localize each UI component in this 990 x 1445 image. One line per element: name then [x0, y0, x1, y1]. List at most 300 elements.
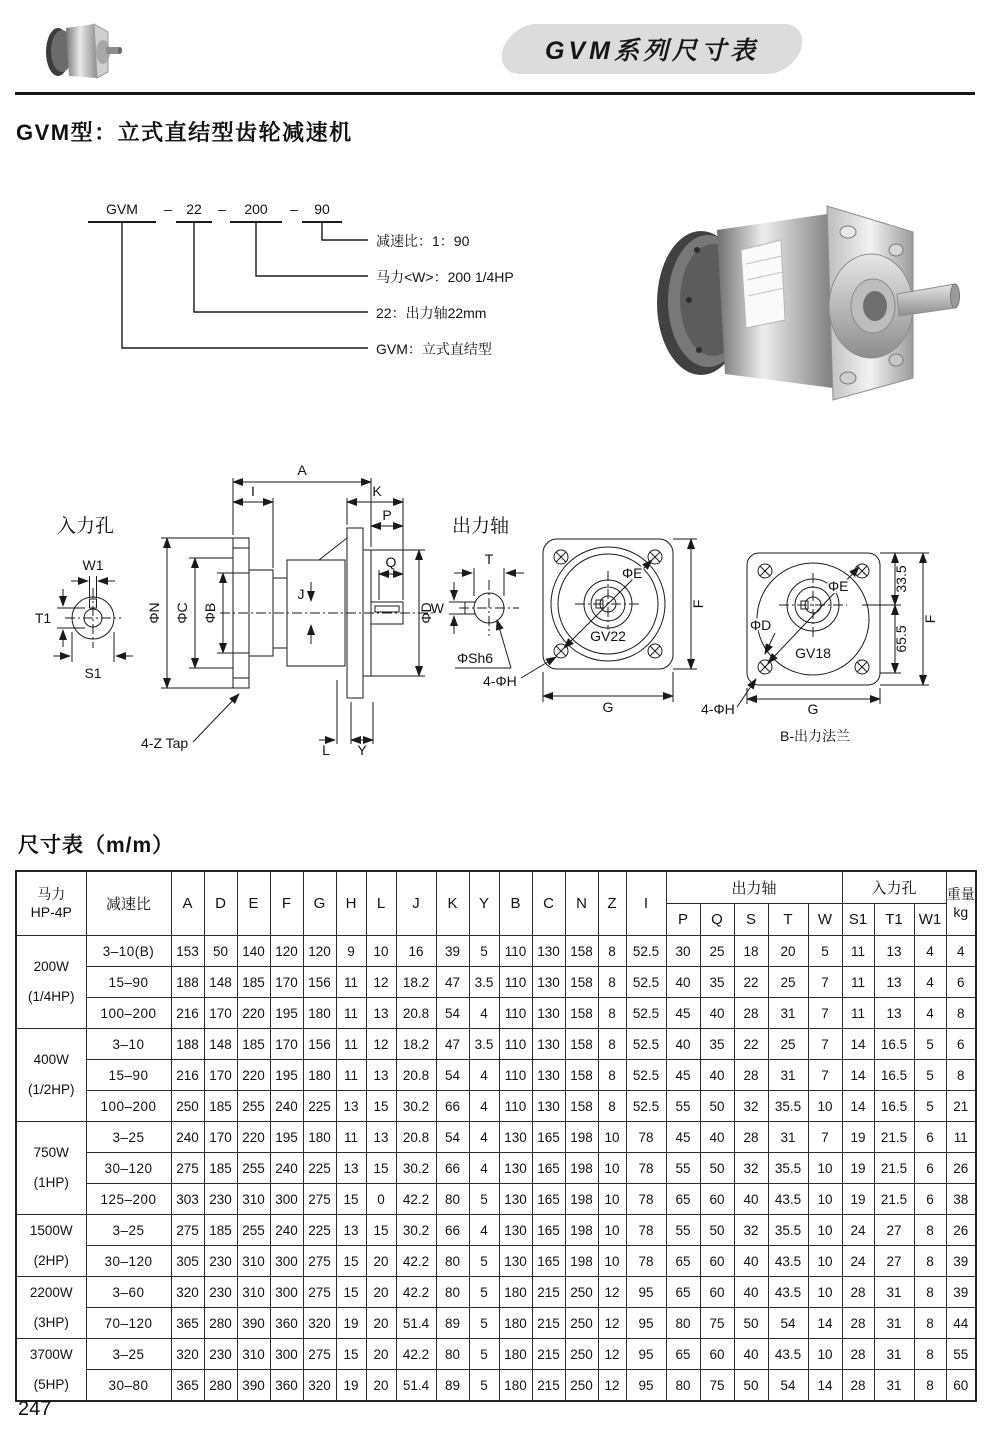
dim-value-cell: 10: [598, 1122, 626, 1153]
table-row: [16, 998, 976, 1029]
ratio-cell: 3–25: [86, 1215, 171, 1246]
dim-value-cell: 130: [532, 1029, 565, 1060]
dim-value-cell: 165: [532, 1122, 565, 1153]
dim-value-cell: 255: [237, 1153, 270, 1184]
model-code-part: GVM: [106, 201, 138, 217]
table-row: [16, 1153, 976, 1184]
dim-value-cell: 43.5: [768, 1277, 808, 1308]
model-code-separator: –: [164, 201, 172, 217]
dim-value-cell: 170: [270, 967, 303, 998]
dim-value-cell: 4: [469, 1091, 499, 1122]
dim-value-cell: 360: [270, 1370, 303, 1402]
model-annotation: GVM：立式直结型: [376, 341, 492, 357]
model-code-separator: –: [218, 201, 226, 217]
ratio-cell: 30–120: [86, 1153, 171, 1184]
dim-value-cell: 180: [499, 1370, 532, 1402]
dim-value-cell: 45: [666, 1122, 700, 1153]
dim-value-cell: 35.5: [768, 1091, 808, 1122]
dim-value-cell: 4: [914, 967, 946, 998]
dim-label-w1: W1: [82, 557, 104, 573]
dim-value-cell: 20: [768, 936, 808, 967]
table-row: [16, 1215, 976, 1246]
dim-value-cell: 130: [499, 1153, 532, 1184]
dim-value-cell: 10: [808, 1215, 842, 1246]
dim-value-cell: 215: [532, 1370, 565, 1402]
dim-value-cell: 198: [565, 1184, 598, 1215]
dim-value-cell: 21.5: [874, 1184, 914, 1215]
ratio-cell: 30–80: [86, 1370, 171, 1402]
dim-value-cell: 216: [171, 1060, 204, 1091]
dim-header: E: [237, 871, 270, 936]
dim-value-cell: 52.5: [626, 1091, 666, 1122]
page-number: 247: [18, 1398, 52, 1420]
dim-value-cell: 188: [171, 1029, 204, 1060]
dim-value-cell: 19: [842, 1153, 874, 1184]
dim-value-cell: 35: [700, 1029, 734, 1060]
dim-value-cell: 19: [336, 1370, 366, 1402]
gv18-label: GV18: [795, 645, 831, 661]
dim-value-cell: 20: [366, 1308, 396, 1339]
dim-value-cell: 20: [366, 1277, 396, 1308]
dim-value-cell: 230: [204, 1277, 237, 1308]
dim-value-cell: 310: [237, 1339, 270, 1370]
dim-label-phi-b: ΦB: [202, 602, 218, 624]
dim-value-cell: 8: [598, 998, 626, 1029]
dim-value-cell: 4: [946, 936, 976, 967]
dim-value-cell: 80: [436, 1277, 469, 1308]
ratio-cell: 15–90: [86, 967, 171, 998]
dim-value-cell: 18: [734, 936, 768, 967]
dim-value-cell: 300: [270, 1246, 303, 1277]
dim-value-cell: 215: [532, 1339, 565, 1370]
dim-value-cell: 158: [565, 1029, 598, 1060]
dim-value-cell: 32: [734, 1215, 768, 1246]
dim-value-cell: 225: [303, 1153, 336, 1184]
dim-value-cell: 66: [436, 1091, 469, 1122]
dim-value-cell: 195: [270, 998, 303, 1029]
dim-value-cell: 180: [499, 1339, 532, 1370]
dim-value-cell: 12: [366, 967, 396, 998]
dim-value-cell: 38: [946, 1184, 976, 1215]
dim-value-cell: 42.2: [396, 1184, 436, 1215]
input-sub-header: W1: [914, 904, 946, 936]
dim-value-cell: 10: [598, 1246, 626, 1277]
dim-value-cell: 54: [436, 998, 469, 1029]
dim-value-cell: 43.5: [768, 1246, 808, 1277]
dim-value-cell: 15: [336, 1277, 366, 1308]
dim-value-cell: 19: [842, 1122, 874, 1153]
dim-value-cell: 54: [436, 1060, 469, 1091]
dim-value-cell: 42.2: [396, 1246, 436, 1277]
dim-value-cell: 255: [237, 1091, 270, 1122]
dim-value-cell: 365: [171, 1308, 204, 1339]
dim-header: N: [565, 871, 598, 936]
dim-value-cell: 4: [914, 998, 946, 1029]
dim-header: B: [499, 871, 532, 936]
dim-value-cell: 13: [336, 1153, 366, 1184]
model-annotation: 减速比：1：90: [376, 233, 470, 249]
dim-value-cell: 60: [700, 1184, 734, 1215]
dim-value-cell: 8: [598, 967, 626, 998]
dim-value-cell: 8: [914, 1277, 946, 1308]
dim-value-cell: 130: [532, 936, 565, 967]
dim-value-cell: 220: [237, 1122, 270, 1153]
dim-value-cell: 5: [469, 1277, 499, 1308]
dim-value-cell: 42.2: [396, 1277, 436, 1308]
dim-value-cell: 43.5: [768, 1339, 808, 1370]
dim-value-cell: 35.5: [768, 1215, 808, 1246]
dim-value-cell: 78: [626, 1246, 666, 1277]
dim-value-cell: 4: [469, 998, 499, 1029]
dim-value-cell: 45: [666, 1060, 700, 1091]
dim-value-cell: 35.5: [768, 1153, 808, 1184]
dim-value-cell: 25: [768, 967, 808, 998]
power-cell: 400W (1/2HP): [16, 1029, 86, 1122]
dim-label-phi-n: ΦN: [146, 602, 162, 624]
dim-header: J: [396, 871, 436, 936]
dim-value-cell: 120: [270, 936, 303, 967]
dim-value-cell: 3.5: [469, 967, 499, 998]
series-title-text: GVM系列尺寸表: [545, 37, 759, 65]
dim-value-cell: 50: [734, 1370, 768, 1402]
dim-value-cell: 5: [914, 1060, 946, 1091]
dim-value-cell: 14: [842, 1029, 874, 1060]
dim-value-cell: 9: [336, 936, 366, 967]
dim-header: G: [303, 871, 336, 936]
dim-value-cell: 170: [270, 1029, 303, 1060]
dim-value-cell: 11: [336, 1029, 366, 1060]
dim-value-cell: 55: [666, 1091, 700, 1122]
ratio-cell: 3–60: [86, 1277, 171, 1308]
output-shaft-detail: [431, 515, 524, 668]
dim-value-cell: 10: [808, 1153, 842, 1184]
dim-value-cell: 305: [171, 1246, 204, 1277]
dim-label-phi-d: ΦD: [750, 617, 772, 633]
dim-value-cell: 8: [914, 1339, 946, 1370]
dim-value-cell: 280: [204, 1370, 237, 1402]
dim-value-cell: 320: [303, 1308, 336, 1339]
dim-value-cell: 27: [874, 1215, 914, 1246]
output-shaft-label: 出力轴: [452, 516, 510, 537]
dim-value-cell: 365: [171, 1370, 204, 1402]
output-sub-header: Q: [700, 904, 734, 936]
dim-value-cell: 40: [734, 1339, 768, 1370]
dim-value-cell: 110: [499, 936, 532, 967]
dim-value-cell: 52.5: [626, 1060, 666, 1091]
dim-value-cell: 8: [914, 1308, 946, 1339]
dim-value-cell: 225: [303, 1215, 336, 1246]
dim-value-cell: 11: [336, 967, 366, 998]
dim-value-cell: 156: [303, 967, 336, 998]
dim-value-cell: 13: [874, 998, 914, 1029]
dim-label-g: G: [602, 699, 614, 715]
table-row: [16, 936, 976, 967]
dim-value-cell: 75: [700, 1308, 734, 1339]
dim-value-cell: 39: [946, 1277, 976, 1308]
dim-value-cell: 12: [598, 1370, 626, 1402]
model-code-diagram: [80, 188, 680, 366]
dim-value-cell: 303: [171, 1184, 204, 1215]
dim-value-cell: 78: [626, 1215, 666, 1246]
dim-value-cell: 14: [808, 1370, 842, 1402]
ratio-header: 减速比: [86, 871, 171, 936]
dim-value-cell: 185: [237, 1029, 270, 1060]
dim-value-cell: 275: [303, 1246, 336, 1277]
gv18-flange-drawing: [701, 553, 938, 744]
technical-drawing: [15, 450, 975, 800]
dim-value-cell: 89: [436, 1308, 469, 1339]
dim-value-cell: 275: [303, 1277, 336, 1308]
power-cell: 3700W (5HP): [16, 1339, 86, 1402]
dim-value-cell: 5: [469, 936, 499, 967]
dim-value-cell: 255: [237, 1215, 270, 1246]
dim-value-cell: 250: [171, 1091, 204, 1122]
dim-value-cell: 50: [700, 1215, 734, 1246]
tap-note: 4-Z Tap: [141, 735, 189, 751]
dim-value-cell: 185: [204, 1091, 237, 1122]
dim-value-cell: 14: [808, 1308, 842, 1339]
dim-value-cell: 28: [734, 1122, 768, 1153]
dim-value-cell: 15: [366, 1153, 396, 1184]
dim-value-cell: 39: [436, 936, 469, 967]
ratio-cell: 3–25: [86, 1122, 171, 1153]
dim-value-cell: 26: [946, 1215, 976, 1246]
dim-value-cell: 320: [171, 1277, 204, 1308]
side-view-drawing: [141, 462, 435, 758]
dim-header: H: [336, 871, 366, 936]
dim-label-j: J: [297, 586, 305, 602]
dim-value-cell: 19: [842, 1184, 874, 1215]
dim-value-cell: 52.5: [626, 998, 666, 1029]
dim-value-cell: 21.5: [874, 1122, 914, 1153]
table-row: [16, 1308, 976, 1339]
weight-header: 重量 kg: [946, 871, 976, 936]
dim-header: D: [204, 871, 237, 936]
dim-value-cell: 110: [499, 1091, 532, 1122]
dim-value-cell: 10: [598, 1153, 626, 1184]
dim-value-cell: 4: [914, 936, 946, 967]
dim-value-cell: 156: [303, 1029, 336, 1060]
dim-value-cell: 21: [946, 1091, 976, 1122]
dim-value-cell: 180: [499, 1277, 532, 1308]
dim-value-cell: 5: [469, 1339, 499, 1370]
dim-value-cell: 390: [237, 1308, 270, 1339]
dim-value-cell: 45: [666, 998, 700, 1029]
dim-value-cell: 158: [565, 1060, 598, 1091]
dim-value-cell: 30.2: [396, 1091, 436, 1122]
dim-value-cell: 30.2: [396, 1215, 436, 1246]
dim-value-cell: 28: [734, 1060, 768, 1091]
ratio-cell: 100–200: [86, 1091, 171, 1122]
dim-value-cell: 10: [598, 1184, 626, 1215]
dim-value-cell: 158: [565, 936, 598, 967]
dim-value-cell: 300: [270, 1339, 303, 1370]
dim-value-cell: 7: [808, 1029, 842, 1060]
dim-label-phi-e: ΦE: [828, 578, 849, 594]
dim-value-cell: 51.4: [396, 1370, 436, 1402]
dim-value-cell: 240: [270, 1091, 303, 1122]
dim-value-cell: 8: [598, 1091, 626, 1122]
dim-value-cell: 55: [666, 1153, 700, 1184]
output-sub-header: T: [768, 904, 808, 936]
dim-value-cell: 80: [436, 1339, 469, 1370]
dim-value-cell: 22: [734, 967, 768, 998]
dim-value-cell: 5: [469, 1246, 499, 1277]
dim-value-cell: 230: [204, 1246, 237, 1277]
dim-value-cell: 20.8: [396, 1122, 436, 1153]
dim-value-cell: 310: [237, 1277, 270, 1308]
dim-value-cell: 66: [436, 1153, 469, 1184]
table-row: [16, 1184, 976, 1215]
dim-value-cell: 44: [946, 1308, 976, 1339]
dim-value-cell: 180: [499, 1308, 532, 1339]
dim-value-cell: 185: [204, 1215, 237, 1246]
dim-value-cell: 275: [171, 1215, 204, 1246]
dim-value-cell: 110: [499, 1060, 532, 1091]
dim-value-cell: 16.5: [874, 1091, 914, 1122]
dim-value-cell: 31: [768, 1060, 808, 1091]
header-divider: [15, 92, 975, 95]
dim-value-cell: 180: [303, 1122, 336, 1153]
power-cell: 2200W (3HP): [16, 1277, 86, 1339]
dim-value-cell: 15: [336, 1339, 366, 1370]
dim-value-cell: 188: [171, 967, 204, 998]
dim-value-cell: 198: [565, 1246, 598, 1277]
dim-value-cell: 310: [237, 1184, 270, 1215]
dim-value-cell: 198: [565, 1153, 598, 1184]
dim-value-cell: 0: [366, 1184, 396, 1215]
dim-value-cell: 31: [874, 1277, 914, 1308]
dim-value-cell: 240: [270, 1215, 303, 1246]
dim-label-t: T: [484, 551, 494, 567]
table-row: [16, 1246, 976, 1277]
dim-value-cell: 140: [237, 936, 270, 967]
dim-value-cell: 47: [436, 967, 469, 998]
dim-value-cell: 110: [499, 998, 532, 1029]
dim-value-cell: 16: [396, 936, 436, 967]
dim-value-cell: 19: [336, 1308, 366, 1339]
dim-value-cell: 32: [734, 1091, 768, 1122]
dim-value-cell: 240: [171, 1122, 204, 1153]
table-row: [16, 1122, 976, 1153]
dim-value-cell: 20: [366, 1246, 396, 1277]
dim-value-cell: 55: [666, 1215, 700, 1246]
dim-value-cell: 4: [469, 1153, 499, 1184]
dim-header: C: [532, 871, 565, 936]
dim-value-cell: 215: [532, 1308, 565, 1339]
dim-value-cell: 40: [700, 1060, 734, 1091]
dim-value-cell: 39: [946, 1246, 976, 1277]
dim-value-cell: 14: [842, 1091, 874, 1122]
dim-value-cell: 28: [734, 998, 768, 1029]
dim-value-cell: 80: [436, 1184, 469, 1215]
dim-value-cell: 52.5: [626, 967, 666, 998]
dim-value-cell: 130: [532, 1060, 565, 1091]
dim-value-cell: 7: [808, 1060, 842, 1091]
dim-value-cell: 5: [469, 1308, 499, 1339]
dim-value-cell: 8: [914, 1215, 946, 1246]
dim-value-cell: 230: [204, 1184, 237, 1215]
dim-value-cell: 24: [842, 1246, 874, 1277]
dim-value-cell: 310: [237, 1246, 270, 1277]
dim-value-cell: 275: [303, 1339, 336, 1370]
dim-value-cell: 40: [734, 1246, 768, 1277]
dim-label-k: K: [372, 483, 382, 499]
dim-value-cell: 11: [842, 998, 874, 1029]
dim-value-cell: 28: [842, 1339, 874, 1370]
dim-value-cell: 5: [469, 1370, 499, 1402]
power-cell: 1500W (2HP): [16, 1215, 86, 1277]
dim-value-cell: 4: [469, 1060, 499, 1091]
table-title: 尺寸表（m/m）: [18, 834, 175, 857]
dim-value-cell: 40: [734, 1184, 768, 1215]
dim-value-cell: 120: [303, 936, 336, 967]
dim-value-cell: 54: [768, 1370, 808, 1402]
dim-value-cell: 390: [237, 1370, 270, 1402]
dim-value-cell: 165: [532, 1153, 565, 1184]
dim-value-cell: 50: [204, 936, 237, 967]
dim-value-cell: 20.8: [396, 998, 436, 1029]
dim-value-cell: 40: [666, 1029, 700, 1060]
dim-value-cell: 60: [700, 1339, 734, 1370]
header-product-thumbnail: [42, 14, 124, 88]
ratio-cell: 70–120: [86, 1308, 171, 1339]
table-row: [16, 1091, 976, 1122]
dim-value-cell: 31: [874, 1339, 914, 1370]
dim-value-cell: 65: [666, 1339, 700, 1370]
dim-value-cell: 50: [700, 1091, 734, 1122]
model-code-part: 22: [186, 201, 202, 217]
input-hole-group-header: 入力孔: [842, 871, 946, 904]
dim-value-cell: 13: [366, 998, 396, 1029]
dim-value-cell: 220: [237, 1060, 270, 1091]
dim-value-cell: 18.2: [396, 1029, 436, 1060]
dim-value-cell: 275: [303, 1184, 336, 1215]
dim-value-cell: 8: [598, 1029, 626, 1060]
series-title-badge: [503, 24, 801, 74]
dim-value-cell: 31: [874, 1370, 914, 1402]
dim-value-cell: 13: [336, 1091, 366, 1122]
dim-value-cell: 11: [842, 967, 874, 998]
dim-value-cell: 26: [946, 1153, 976, 1184]
dim-value-cell: 110: [499, 967, 532, 998]
ratio-cell: 30–120: [86, 1246, 171, 1277]
dim-value-cell: 10: [598, 1215, 626, 1246]
dim-value-cell: 28: [842, 1308, 874, 1339]
dim-value-cell: 28: [842, 1370, 874, 1402]
dim-value-cell: 4: [469, 1122, 499, 1153]
dim-label-i: I: [251, 483, 255, 499]
dim-value-cell: 16.5: [874, 1029, 914, 1060]
table-row: [16, 1277, 976, 1308]
dim-value-cell: 280: [204, 1308, 237, 1339]
dim-value-cell: 8: [946, 998, 976, 1029]
dim-value-cell: 7: [808, 967, 842, 998]
dim-value-cell: 65: [666, 1184, 700, 1215]
table-header-row: [16, 871, 976, 904]
dim-value-cell: 13: [366, 1122, 396, 1153]
dim-value-cell: 6: [914, 1184, 946, 1215]
dim-value-cell: 11: [336, 1122, 366, 1153]
dim-value-cell: 130: [532, 967, 565, 998]
dim-value-cell: 11: [336, 1060, 366, 1091]
dim-value-cell: 130: [499, 1215, 532, 1246]
dim-value-cell: 198: [565, 1215, 598, 1246]
dim-value-cell: 12: [366, 1029, 396, 1060]
dim-value-cell: 52.5: [626, 936, 666, 967]
power-cell: 750W (1HP): [16, 1122, 86, 1215]
dim-value-cell: 80: [436, 1246, 469, 1277]
